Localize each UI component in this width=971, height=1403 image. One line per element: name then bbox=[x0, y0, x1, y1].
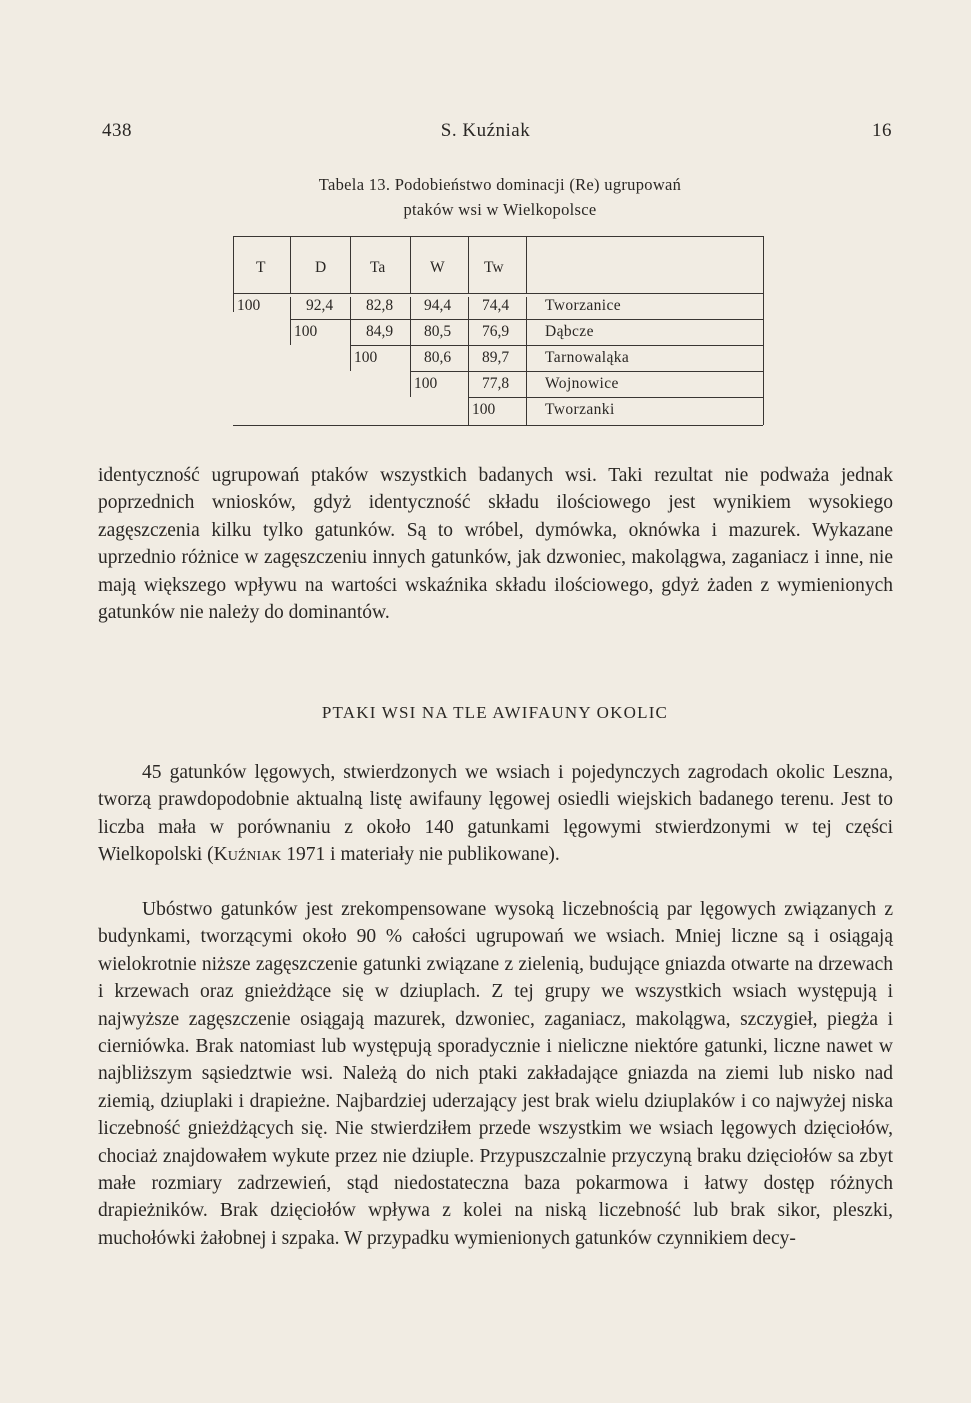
col-header: Tw bbox=[484, 259, 504, 276]
step-divider bbox=[468, 297, 469, 425]
section-heading: PTAKI WSI NA TLE AWIFAUNY OKOLIC bbox=[321, 703, 669, 722]
col-header: T bbox=[256, 259, 266, 276]
step-divider bbox=[526, 297, 527, 425]
paragraph-text bbox=[98, 759, 893, 869]
step-rule bbox=[350, 345, 763, 346]
table-bottom-rule bbox=[233, 425, 763, 426]
table-cell: 92,4 bbox=[306, 297, 334, 314]
page-number: 438 bbox=[102, 120, 132, 141]
location-label: Tworzanice bbox=[545, 297, 622, 314]
body-paragraph-3 bbox=[98, 896, 893, 1252]
location-label: Wojnowice bbox=[545, 375, 619, 392]
col-header: D bbox=[315, 259, 327, 276]
paragraph-text-part: 45 gatunków lęgowych, stwierdzonych we wsiach i pojedynczych zagrodach okolic Leszna, tworzą prawdopodobnie aktualną listę awifauny lęgowej osiedli wiejskich badanego terenu. Jest to liczba mała w porównaniu z około 140 gatunkami lęgowymi stwierdzonymi w tej części Wielkopolski ( bbox=[98, 762, 893, 866]
table-cell: 100 bbox=[354, 349, 378, 366]
table-top-rule bbox=[233, 236, 763, 237]
table-cell: 77,8 bbox=[482, 375, 510, 392]
table-left-rule bbox=[233, 236, 234, 312]
body-paragraph-2 bbox=[98, 759, 893, 869]
col-header: W bbox=[430, 259, 445, 276]
table-caption-line1: Tabela 13. Podobieństwo dominacji (Re) ugrupowań bbox=[318, 175, 682, 194]
table-cell: 100 bbox=[294, 323, 318, 340]
table-cell: 100 bbox=[237, 297, 261, 314]
col-header: Ta bbox=[370, 259, 386, 276]
step-divider bbox=[350, 297, 351, 371]
step-divider bbox=[290, 297, 291, 345]
step-divider bbox=[410, 297, 411, 397]
paragraph-text: identyczność ugrupowań ptaków wszystkich badanych wsi. Taki rezultat nie podważa jednak poprzednich wniosków, gdyż identyczność składu ilościowego jest wynikiem wysokiego zagęszczenia kilku tylko gatunków. Są to wróbel, dymówka, oknówka i mazurek. Wykazane uprzednio różnice w zagęszczeniu innych gatunków, jak dzwoniec, makolągwa, zaganiacz i inne, nie mają większego wpływu na wartości wskaźnika składu ilościowego, gdyż żaden z wymienionych gatunków nie należy do dominantów. bbox=[98, 465, 893, 624]
header-divider bbox=[350, 236, 351, 293]
header-mark: 16 bbox=[872, 120, 892, 141]
header-divider bbox=[290, 236, 291, 293]
table-cell: 80,6 bbox=[424, 349, 452, 366]
table-cell: 76,9 bbox=[482, 323, 510, 340]
table-cell: 74,4 bbox=[482, 297, 510, 314]
header-divider bbox=[410, 236, 411, 293]
location-label: Tarnowaląka bbox=[545, 349, 630, 366]
table-cell: 100 bbox=[414, 375, 438, 392]
table-cell: 100 bbox=[472, 401, 496, 418]
table-cell: 80,5 bbox=[424, 323, 452, 340]
location-label: Dąbcze bbox=[545, 323, 594, 340]
paragraph-text-part: 1971 i materiały nie publikowane). bbox=[281, 844, 560, 866]
paragraph-text: Ubóstwo gatunków jest zrekompensowane wysoką liczebnością par lęgowych związanych z budynkami, tworzącymi około 90 % całości ugrupowań we wsiach. Mniej liczne są i osiągają wielokrotnie niższe zagęszczenie gatunki związane z zielenią, budujące gniazda otwarte na drzewach i krzewach oraz gnieżdżące się w dziuplach. Z tej grupy we wszystkich wsiach występują i najwyższe zagęszczenie osiągają mazurek, dzwoniec, zaganiacz, makolągwa, szczygieł, piegża i cierniówka. Brak natomiast lub występują sporadycznie i nieliczne niektóre gatunki, liczne nawet w najbliższym sąsiedztwie wsi. Należą do nich ptaki zakładające gniazda na ziemi lub nisko nad ziemią, dziuplaki i drapieżne. Najbardziej uderzający jest brak wielu dziuplaków i co najwyżej niska liczebność gnieżdżących się. Nie stwierdziłem przede wszystkim we wsiach lęgowych dzięciołów, chociaż znajdowałem wykute przez nie dziuple. Przypuszczalnie przyczyną braku dzięciołów sa zbyt małe rozmiary zadrzewień, stąd niedostateczna baza pokarmowa i łatwy dostęp różnych drapieżników. Brak dzięciołów wpływa z kolei na niską liczebność lub brak sikor, pleszki, muchołówki żałobnej i szpaka. W przypadku wymienionych gatunków czynnikiem decy- bbox=[98, 899, 893, 1249]
table-caption-line2: ptaków wsi w Wielkopolsce bbox=[403, 200, 597, 219]
step-rule bbox=[468, 397, 763, 398]
table-cell: 82,8 bbox=[366, 297, 394, 314]
location-label: Tworzanki bbox=[545, 401, 615, 418]
table-cell: 84,9 bbox=[366, 323, 394, 340]
table-cell: 89,7 bbox=[482, 349, 510, 366]
running-author: S. Kuźniak bbox=[440, 120, 531, 141]
table-cell: 94,4 bbox=[424, 297, 452, 314]
step-rule bbox=[410, 371, 763, 372]
table-header-rule bbox=[233, 293, 763, 294]
citation-author: Kuźniak bbox=[213, 844, 282, 866]
body-paragraph-1 bbox=[98, 462, 893, 626]
table-right-rule bbox=[763, 236, 764, 425]
header-divider bbox=[468, 236, 469, 293]
header-divider bbox=[526, 236, 527, 293]
